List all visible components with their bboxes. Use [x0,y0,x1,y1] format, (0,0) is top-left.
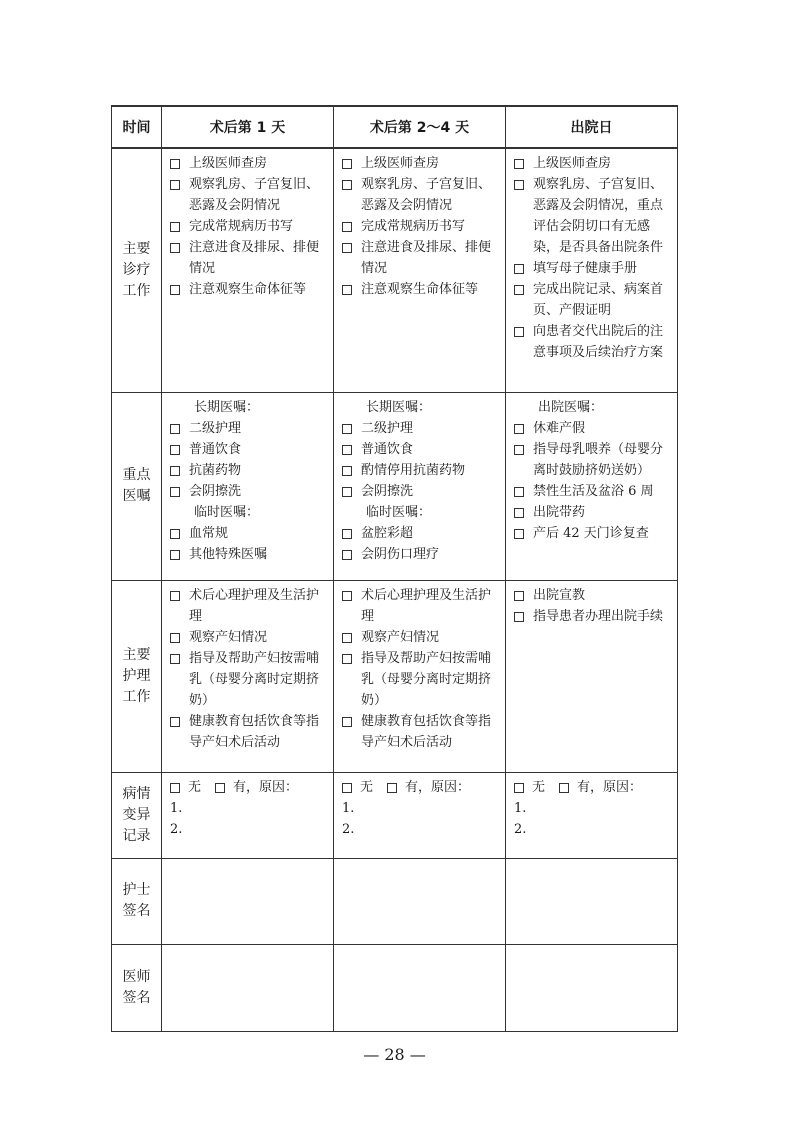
row-doctor-signature [112,944,678,1031]
cell-diagnosis-day1 [162,148,334,392]
checkbox[interactable] [342,654,352,664]
checklist-item: 观察产妇情况 [170,627,328,648]
checkbox[interactable] [170,487,180,497]
checkbox[interactable] [342,285,352,295]
checklist-item: 上级医师查房 [170,153,328,174]
checkbox[interactable] [170,445,180,455]
checklist-item: 术后心理护理及生活护理 [342,585,500,627]
checklist-item: 注意进食及排尿、排便情况 [342,237,500,279]
checklist-item: 二级护理 [342,418,500,439]
checkbox[interactable] [514,285,524,295]
variance-options: 无 有，原因： [170,777,328,798]
row-orders [112,392,678,580]
checklist-item: 二级护理 [170,418,328,439]
header-discharge: 出院日 [506,106,678,148]
reason-line-1[interactable]: 1. [342,800,355,816]
cell-nursing-discharge [506,580,678,772]
checklist-item: 出院宣教 [514,585,672,606]
checklist-item: 普通饮食 [170,439,328,460]
checkbox[interactable] [514,424,524,434]
checkbox[interactable] [514,612,524,622]
checkbox[interactable] [514,591,524,601]
checkbox[interactable] [342,633,352,643]
checklist-item: 指导母乳喂养（母婴分离时鼓励挤奶送奶） [514,439,672,481]
checklist-item: 产后 42 天门诊复查 [514,523,672,544]
doctor-signature-day1[interactable] [162,944,334,1031]
checklist-item: 指导及帮助产妇按需哺乳（母婴分离时定期挤奶） [342,648,500,711]
long-term-orders-title: 长期医嘱： [194,399,260,415]
checkbox[interactable] [170,717,180,727]
checklist-item: 会阴伤口理疗 [342,544,500,565]
checklist-item: 术后心理护理及生活护理 [170,585,328,627]
row-nurse-signature [112,858,678,944]
checklist-item: 填写母子健康手册 [514,258,672,279]
variance-options: 无 有，原因： [514,777,672,798]
checklist-item: 其他特殊医嘱 [170,544,328,565]
header-day1: 术后第 1 天 [162,106,334,148]
header-time: 时间 [112,106,162,148]
checkbox[interactable] [170,180,180,190]
cell-variance-discharge [506,772,678,858]
clinical-pathway-table [111,105,678,1032]
checklist-item: 上级医师查房 [514,153,672,174]
row-label-variance: 病情 变异 记录 [112,772,162,858]
checklist-item: 指导及帮助产妇按需哺乳（母婴分离时定期挤奶） [170,648,328,711]
cell-variance-day2-4 [334,772,506,858]
checkbox[interactable] [342,550,352,560]
checklist-item: 注意进食及排尿、排便情况 [170,237,328,279]
checkbox[interactable] [514,327,524,337]
header-row [112,106,678,148]
checklist-item: 上级医师查房 [342,153,500,174]
checkbox[interactable] [342,466,352,476]
row-label-nurse-signature: 护士 签名 [112,858,162,944]
checklist-item: 盆腔彩超 [342,523,500,544]
cell-nursing-day1 [162,580,334,772]
checkbox[interactable] [514,508,524,518]
checkbox[interactable] [342,424,352,434]
checkbox[interactable] [170,591,180,601]
checklist-item: 完成常规病历书写 [170,216,328,237]
cell-orders-day1 [162,392,334,580]
none-checkbox[interactable] [170,783,180,793]
checkbox[interactable] [170,550,180,560]
header-day2-4: 术后第 2～4 天 [334,106,506,148]
checkbox[interactable] [342,243,352,253]
checkbox[interactable] [170,285,180,295]
nurse-signature-day2-4[interactable] [334,858,506,944]
checkbox[interactable] [514,487,524,497]
nurse-signature-day1[interactable] [162,858,334,944]
checkbox[interactable] [170,243,180,253]
checklist-item: 观察乳房、子宫复旧、恶露及会阴情况，重点评估会阴切口有无感染，是否具备出院条件 [514,174,672,258]
checklist-item: 会阴擦洗 [342,481,500,502]
checkbox[interactable] [514,445,524,455]
cell-diagnosis-discharge [506,148,678,392]
checklist-item: 观察乳房、子宫复旧、恶露及会阴情况 [342,174,500,216]
row-label-diagnosis: 主要 诊疗 工作 [112,148,162,392]
checkbox[interactable] [170,424,180,434]
temporary-orders-title: 临时医嘱： [194,504,260,520]
row-nursing [112,580,678,772]
checkbox[interactable] [342,717,352,727]
checklist-item: 完成出院记录、病案首页、产假证明 [514,279,672,321]
checkbox[interactable] [342,487,352,497]
checklist-item: 血常规 [170,523,328,544]
cell-nursing-day2-4 [334,580,506,772]
long-term-orders-title: 长期医嘱： [366,399,432,415]
variance-options: 无 有，原因： [342,777,500,798]
none-checkbox[interactable] [342,783,352,793]
checklist-item: 禁性生活及盆浴 6 周 [514,481,672,502]
none-checkbox[interactable] [514,783,524,793]
page-number: — 28 — [363,1045,426,1064]
checkbox[interactable] [342,222,352,232]
reason-line-2[interactable]: 2. [170,821,183,837]
checklist-item: 注意观察生命体征等 [170,279,328,300]
row-diagnosis [112,148,678,392]
checklist-item: 出院带药 [514,502,672,523]
reason-line-1[interactable]: 1. [170,800,183,816]
checklist-item: 抗菌药物 [170,460,328,481]
checklist-item: 健康教育包括饮食等指导产妇术后活动 [342,711,500,753]
checklist-item: 注意观察生命体征等 [342,279,500,300]
cell-orders-day2-4 [334,392,506,580]
checkbox[interactable] [342,445,352,455]
doctor-signature-day2-4[interactable] [334,944,506,1031]
checkbox[interactable] [514,529,524,539]
reason-line-2[interactable]: 2. [342,821,355,837]
checkbox[interactable] [170,466,180,476]
checkbox[interactable] [342,529,352,539]
checklist-item: 普通饮食 [342,439,500,460]
row-label-orders: 重点 医嘱 [112,392,162,580]
cell-variance-day1 [162,772,334,858]
has-checkbox[interactable] [387,783,397,793]
cell-orders-discharge [506,392,678,580]
temporary-orders-title: 临时医嘱： [366,504,432,520]
checklist-item: 休难产假 [514,418,672,439]
row-label-nursing: 主要 护理 工作 [112,580,162,772]
has-checkbox[interactable] [559,783,569,793]
cell-diagnosis-day2-4 [334,148,506,392]
checklist-item: 完成常规病历书写 [342,216,500,237]
nurse-signature-discharge[interactable] [506,858,678,944]
checkbox[interactable] [342,159,352,169]
row-label-doctor-signature: 医师 签名 [112,944,162,1031]
checkbox[interactable] [514,180,524,190]
checkbox[interactable] [170,529,180,539]
checkbox[interactable] [514,159,524,169]
reason-line-2[interactable]: 2. [514,821,527,837]
reason-line-1[interactable]: 1. [514,800,527,816]
checkbox[interactable] [170,654,180,664]
checklist-item: 健康教育包括饮食等指导产妇术后活动 [170,711,328,753]
checklist-item: 会阴擦洗 [170,481,328,502]
checkbox[interactable] [170,222,180,232]
checkbox[interactable] [514,264,524,274]
checkbox[interactable] [170,633,180,643]
row-variance [112,772,678,858]
checklist-item: 向患者交代出院后的注意事项及后续治疗方案 [514,321,672,363]
checkbox[interactable] [170,159,180,169]
checklist-item: 酌情停用抗菌药物 [342,460,500,481]
discharge-orders-title: 出院医嘱： [538,399,604,415]
checklist-item: 观察乳房、子宫复旧、恶露及会阴情况 [170,174,328,216]
checkbox[interactable] [342,180,352,190]
doctor-signature-discharge[interactable] [506,944,678,1031]
checklist-item: 指导患者办理出院手续 [514,606,672,627]
checklist-item: 观察产妇情况 [342,627,500,648]
has-checkbox[interactable] [215,783,225,793]
checkbox[interactable] [342,591,352,601]
